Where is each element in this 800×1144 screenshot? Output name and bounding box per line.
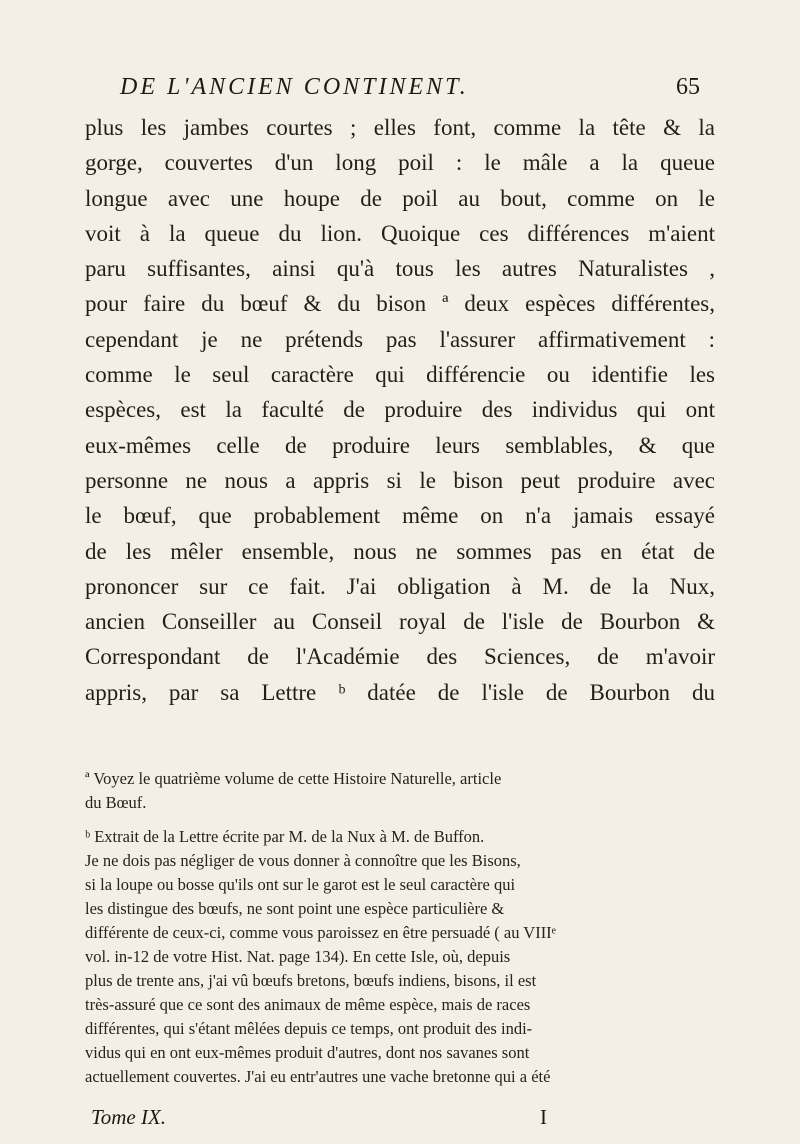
text-line: paru suffisantes, ainsi qu'à tous les autres Naturalistes ,	[85, 256, 715, 282]
text-line: voit à la queue du lion. Quoique ces différences m'aient	[85, 220, 715, 246]
text-line: gorge, couvertes d'un long poil : le mâle a la queue	[85, 150, 715, 176]
text-line: espèces, est la faculté de produire des individus qui ont	[85, 397, 715, 423]
footnote-a-line: ª Voyez le quatrième volume de cette Histoire Naturelle, article	[85, 769, 502, 788]
tome-label: Tome IX.	[91, 1105, 167, 1129]
footnote-b-line: les distingue des bœufs, ne sont point une espèce particulière &	[85, 899, 505, 918]
footnote-b-line: ᵇ Extrait de la Lettre écrite par M. de la Nux à M. de Buffon.	[85, 827, 485, 846]
text-line: cependant je ne prétends pas l'assurer affirmativement :	[85, 326, 715, 352]
running-title: DE L'ANCIEN CONTINENT.	[120, 74, 469, 100]
page-footer	[85, 1105, 715, 1133]
footnote-b-line: différentes, qui s'étant mêlées depuis ce temps, ont produit des indi-	[85, 1019, 533, 1038]
text-line: ancien Conseiller au Conseil royal de l'isle de Bourbon &	[85, 609, 715, 635]
footnote-b-line: si la loupe ou bosse qu'ils ont sur le garot est le seul caractère qui	[85, 875, 516, 894]
footnote-b-line: différente de ceux-ci, comme vous paroissez en être persuadé ( au VIIIᵉ	[85, 923, 556, 942]
footnote-b-line: vidus qui en ont eux-mêmes produit d'autres, dont nos savanes sont	[85, 1043, 530, 1062]
text-line: le bœuf, que probablement même on n'a jamais essayé	[85, 503, 715, 529]
text-line: Correspondant de l'Académie des Sciences, de m'avoir	[85, 644, 715, 670]
text-line: plus les jambes courtes ; elles font, comme la tête & la	[85, 115, 715, 140]
footnote-b-line: vol. in-12 de votre Hist. Nat. page 134). En cette Isle, où, depuis	[85, 947, 511, 966]
footnote-b-line: plus de trente ans, j'ai vû bœufs bretons, bœufs indiens, bisons, il est	[85, 971, 537, 990]
text-line: de les mêler ensemble, nous ne sommes pas en état de	[85, 538, 715, 564]
text-line: pour faire du bœuf & du bison ª deux espèces différentes,	[85, 291, 715, 317]
footnote-a-line: du Bœuf.	[85, 793, 147, 812]
footnote-spacer	[85, 815, 715, 825]
text-line: personne ne nous a appris si le bison peut produire avec	[85, 467, 715, 493]
main-text	[85, 110, 715, 710]
signature-mark: I	[540, 1105, 547, 1129]
footnote-b-line: très-assuré que ce sont des animaux de même espèce, mais de races	[85, 995, 531, 1014]
page-number: 65	[676, 74, 700, 100]
footnote-b-line: actuellement couvertes. J'ai eu entr'autres une vache bretonne qui a été	[85, 1067, 551, 1086]
footnotes	[85, 767, 715, 1089]
running-head	[120, 70, 700, 104]
text-line: eux-mêmes celle de produire leurs semblables, & que	[85, 432, 715, 458]
text-line: appris, par sa Lettre ᵇ datée de l'isle de Bourbon du	[85, 679, 715, 705]
text-line: longue avec une houpe de poil au bout, comme on le	[85, 185, 715, 211]
text-line: comme le seul caractère qui différencie ou identifie les	[85, 362, 715, 388]
footnote-b-line: Je ne dois pas négliger de vous donner à connoître que les Bisons,	[85, 851, 521, 870]
text-line: prononcer sur ce fait. J'ai obligation à M. de la Nux,	[85, 573, 715, 599]
